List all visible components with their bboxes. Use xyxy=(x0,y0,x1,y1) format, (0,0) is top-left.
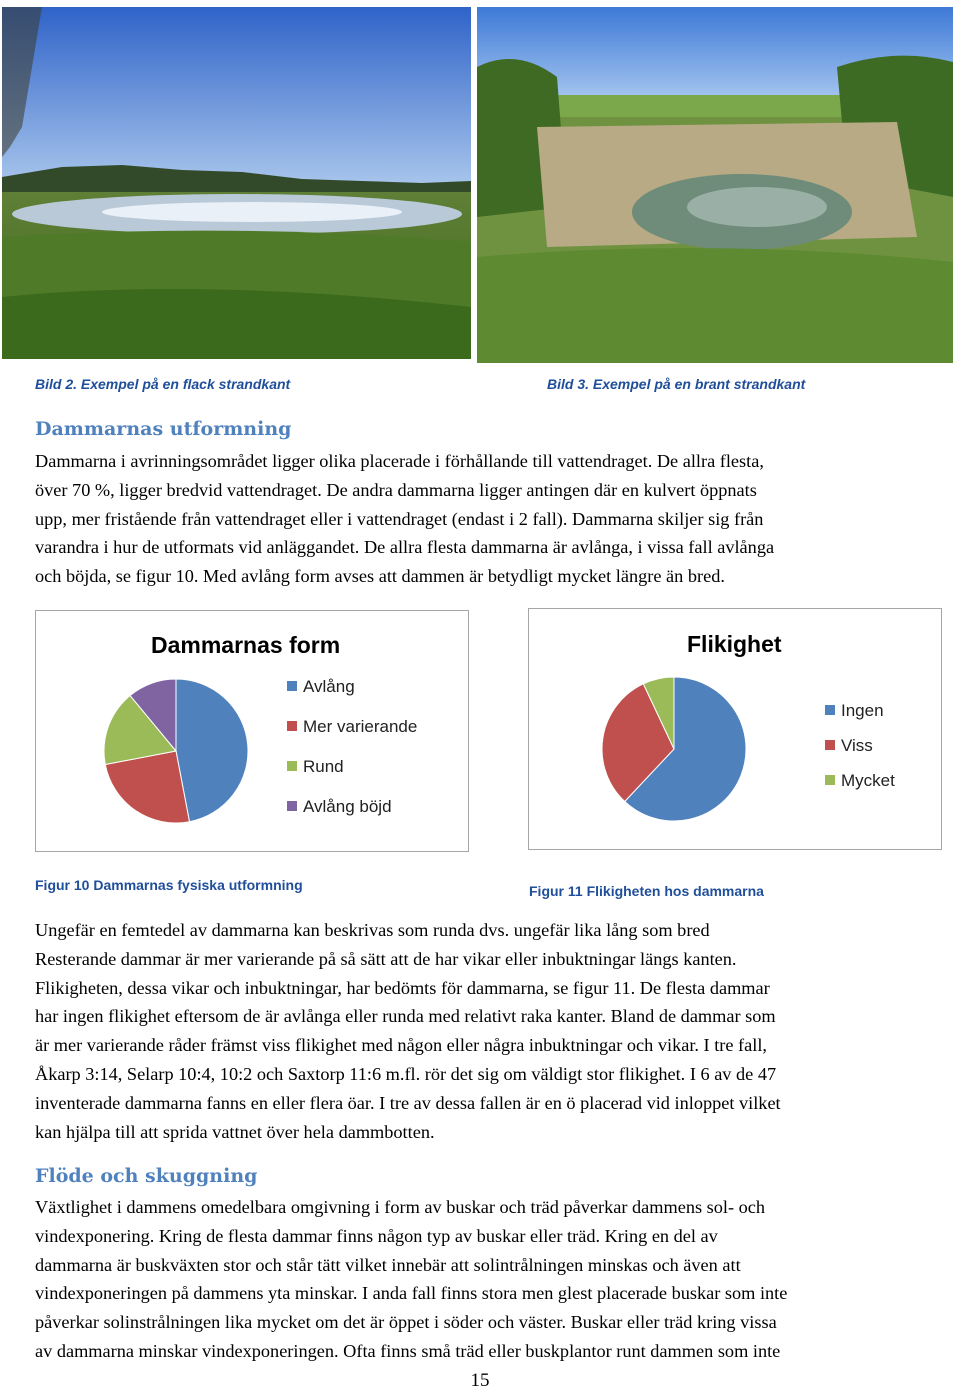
text-line: är mer varierande råder främst viss flikighet med någon eller några inbuktningar och vikar. I tre fall, xyxy=(35,1035,767,1056)
legend-label: Mycket xyxy=(841,771,895,790)
text-line: upp, mer fristående från vattendraget eller i vattendraget (endast i 2 fall). Dammarna skiljer sig från xyxy=(35,508,764,529)
text-line: Åkarp 3:14, Selarp 10:4, 10:2 och Saxtorp 11:6 m.fl. rör det sig om väldigt stor flikighet. I 6 av de 47 xyxy=(35,1063,777,1084)
pie-slice-avlång xyxy=(176,679,248,822)
chart-pond-shape xyxy=(35,610,469,852)
legend-swatch xyxy=(287,801,297,811)
page-number: 15 xyxy=(470,1370,490,1391)
legend-label: Avlång böjd xyxy=(303,797,392,816)
paragraph-shape-results xyxy=(35,916,930,1146)
legend-swatch xyxy=(825,705,835,715)
legend-label: Mer varierande xyxy=(303,717,418,736)
chart-title: Flikighet xyxy=(687,631,782,657)
text-line: har ingen flikighet eftersom de är avlånga eller runda med relativt raka kanter. Bland de dammar som xyxy=(35,1006,776,1027)
legend-label: Viss xyxy=(841,736,873,755)
text-line: Ungefär en femtedel av dammarna kan beskrivas som runda dvs. ungefär lika lång som bred xyxy=(35,920,710,940)
legend-swatch xyxy=(287,681,297,691)
photo-flat-shoreline xyxy=(2,7,471,359)
legend-swatch xyxy=(287,721,297,731)
photo-steep-shoreline xyxy=(477,7,953,363)
paragraph-design xyxy=(35,447,930,591)
figure-10-caption: Figur 10 Dammarnas fysiska utformning xyxy=(35,877,303,893)
text-line: kan hjälpa till att sprida vattnet över hela dammbotten. xyxy=(35,1121,435,1142)
legend-swatch xyxy=(287,761,297,771)
photo-left-caption: Bild 2. Exempel på en flack strandkant xyxy=(35,376,291,392)
text-line: påverkar solinstrålningen lika mycket om det är öppet i söder och väster. Buskar eller träd kring vissa xyxy=(35,1312,777,1333)
legend-label: Avlång xyxy=(303,677,355,696)
legend-swatch xyxy=(825,740,835,750)
text-line: Dammarna i avrinningsområdet ligger olika placerade i förhållande till vattendraget. De allra flesta, xyxy=(35,451,764,471)
legend-label: Rund xyxy=(303,757,344,776)
text-line: vindexponering. Kring de flesta dammar finns någon typ av buskar eller träd. Kring en del av xyxy=(35,1225,718,1246)
text-line: och böjda, se figur 10. Med avlång form avses att dammen är betydligt mycket längre än bred. xyxy=(35,566,725,587)
text-line: av dammarna minskar vindexponeringen. Ofta finns små träd eller buskplantor runt dammen som inte xyxy=(35,1340,781,1361)
text-line: vindexponeringen på dammens yta minskar. I anda fall finns stora men glest placerade buskar som inte xyxy=(35,1283,788,1304)
section-heading-design: Dammarnas utformning xyxy=(35,418,292,440)
paragraph-flow xyxy=(35,1193,930,1366)
legend-label: Ingen xyxy=(841,701,884,720)
text-line: inventerade dammarna fanns en eller flera öar. I tre av dessa fallen är en ö placerad vid inloppet vilket xyxy=(35,1092,781,1113)
chart-title: Dammarnas form xyxy=(151,632,341,658)
text-line: varandra i hur de utformats vid anläggandet. De allra flesta dammarna är avlånga, i vissa fall avlånga xyxy=(35,537,775,558)
photo-right-caption: Bild 3. Exempel på en brant strandkant xyxy=(547,376,806,392)
figure-11-caption: Figur 11 Flikigheten hos dammarna xyxy=(529,883,764,899)
chart-lobedness xyxy=(528,608,942,850)
text-line: dammarna är buskväxten stor och står tätt vilket innebär att solintrålningen minskas och även att xyxy=(35,1254,741,1275)
text-line: Växtlighet i dammens omedelbara omgivning i form av buskar och träd påverkar dammens sol- och xyxy=(35,1197,766,1217)
text-line: Flikigheten, dessa vikar och inbuktningar, har bedömts för dammarna, se figur 11. De flesta dammar xyxy=(35,977,770,998)
text-line: över 70 %, ligger bredvid vattendraget. De andra dammarna ligger antingen där en kulvert öppnats xyxy=(35,479,757,500)
legend-swatch xyxy=(825,775,835,785)
section-heading-flow: Flöde och skuggning xyxy=(35,1165,258,1187)
text-line: Resterande dammar är mer varierande på så sätt att de har vikar eller inbuktningar längs kanten. xyxy=(35,948,737,969)
